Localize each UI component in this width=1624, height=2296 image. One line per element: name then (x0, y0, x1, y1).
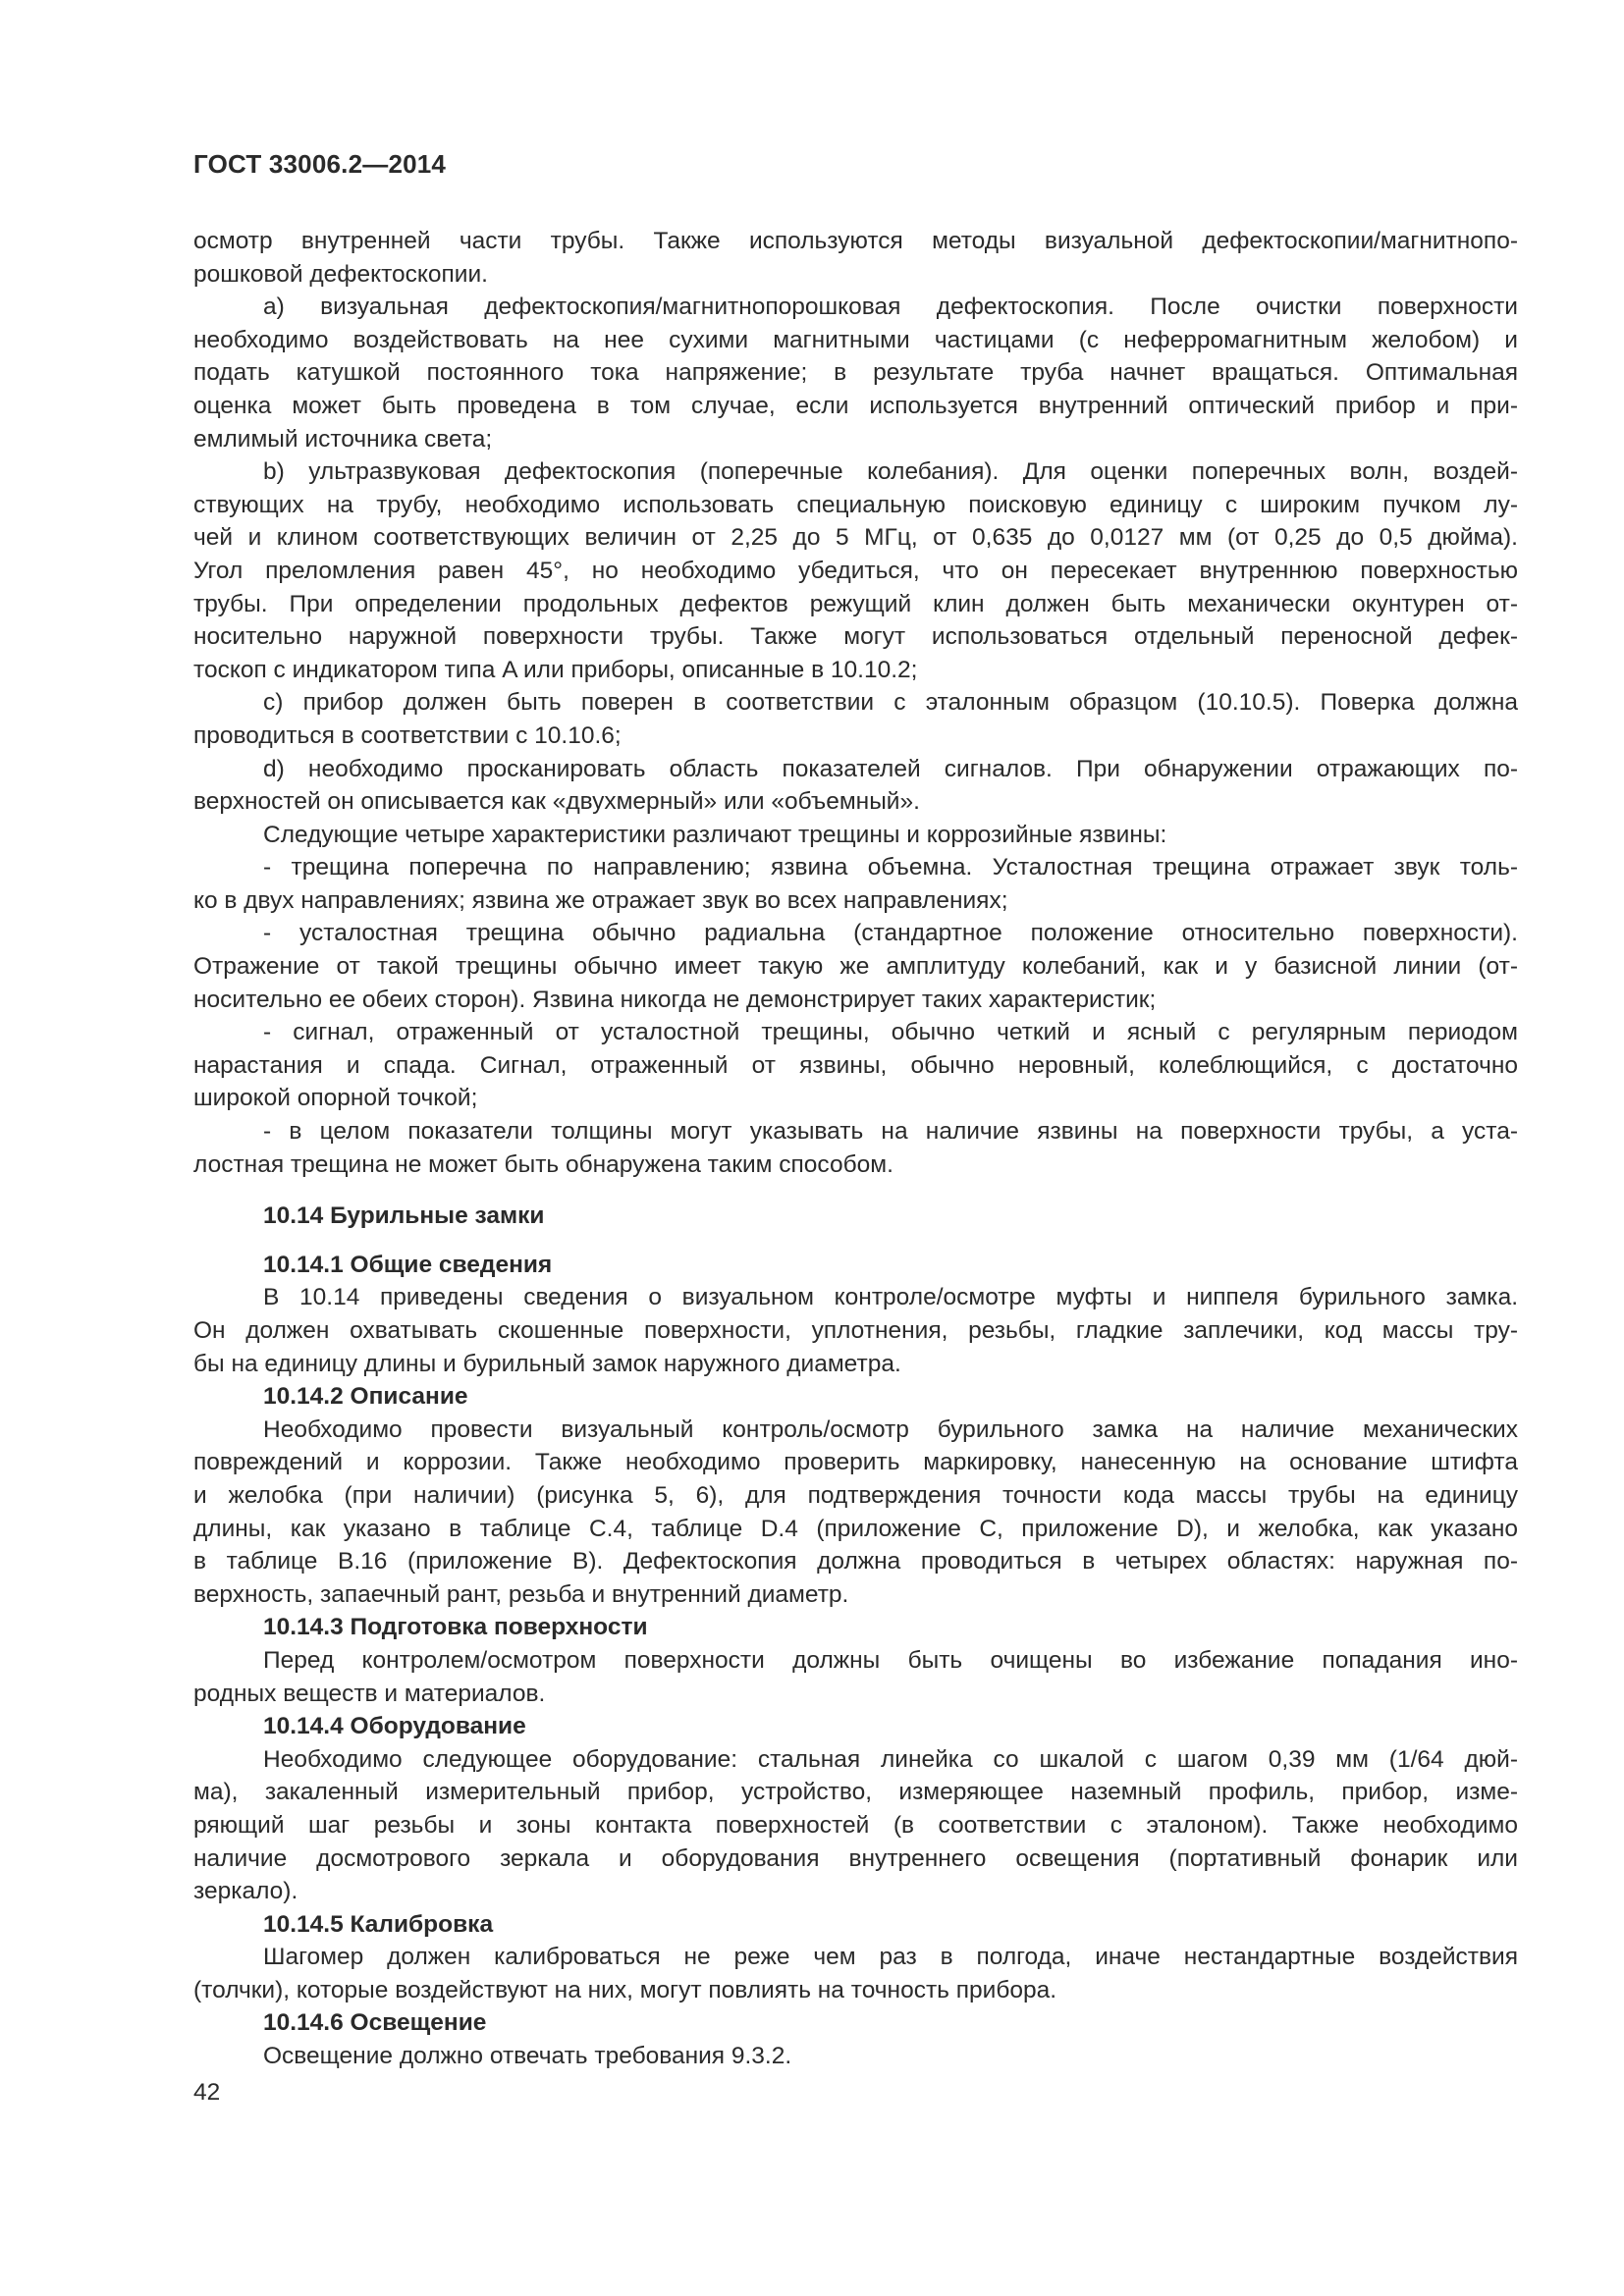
text-line: Необходимо провести визуальный контроль/осмотр бурильного замка на наличие механических (263, 1415, 1518, 1443)
text-line: чей и клином соответствующих величин от 2,25 до 5 МГц, от 0,635 до 0,0127 мм (от 0,25 до 0,5 дюйма). (193, 524, 1518, 552)
text-line: носительно ее обеих сторон). Язвина никогда не демонстрирует таких характеристик; (193, 986, 1157, 1013)
text-line: Перед контролем/осмотром поверхности должны быть очищены во избежание попадания ино- (263, 1646, 1518, 1674)
heading-text: 10.14.6 Освещение (263, 2009, 487, 2037)
text-line: трубы. При определении продольных дефектов режущий клин должен быть механически окунтурен от- (193, 590, 1518, 617)
text-line: в таблице B.16 (приложение B). Дефектоскопия должна проводиться в четырех областях: наружная по- (193, 1548, 1518, 1575)
text-line: ряющий шаг резьбы и зоны контакта поверхностей (в соответствии с эталоном). Также необходимо (193, 1811, 1518, 1839)
paragraph (193, 225, 1518, 291)
heading-text: 10.14.5 Калибровка (263, 1910, 494, 1938)
text-line: наличие досмотрового зеркала и оборудования внутреннего освещения (портативный фонарик или (193, 1844, 1518, 1872)
text-line: необходимо воздействовать на нее сухими магнитными частицами (с неферромагнитным желобом) и (193, 326, 1518, 353)
text-line: - усталостная трещина обычно радиальна (стандартное положение относительно поверхности). (263, 920, 1518, 947)
heading-text: 10.14.1 Общие сведения (263, 1251, 553, 1278)
text-line: носительно наружной поверхности трубы. Также могут использоваться отдельный переносной дефек- (193, 623, 1518, 651)
heading-text: 10.14.4 Оборудование (263, 1713, 526, 1740)
document-header: ГОСТ 33006.2—2014 (193, 149, 447, 179)
text-line: рошковой дефектоскопии. (193, 260, 488, 288)
text-line: b) ультразвуковая дефектоскопия (поперечные колебания). Для оценки поперечных волн, воздей- (263, 458, 1518, 486)
paragraph (193, 455, 1518, 686)
text-line: d) необходимо просканировать область показателей сигналов. При обнаружении отражающих по- (263, 755, 1518, 782)
section-heading (193, 1611, 1518, 1644)
paragraph (193, 819, 1518, 852)
text-line: Шагомер должен калиброваться не реже чем раз в полгода, иначе нестандартные воздействия (263, 1944, 1518, 1971)
heading-text: 10.14.2 Описание (263, 1383, 468, 1411)
paragraph (193, 753, 1518, 819)
text-line: емлимый источника света; (193, 425, 493, 453)
text-line: нарастания и спада. Сигнал, отраженный от язвины, обычно неровный, колеблющийся, с достаточно (193, 1051, 1518, 1079)
paragraph (193, 291, 1518, 455)
section-heading (193, 2006, 1518, 2040)
section-spacer (193, 1233, 1518, 1249)
section-heading (193, 1249, 1518, 1282)
section-heading (193, 1200, 1518, 1233)
text-line: тоскоп с индикатором типа A или приборы, описанные в 10.10.2; (193, 656, 918, 683)
text-line: Освещение должно отвечать требования 9.3.2. (263, 2043, 792, 2070)
text-line: c) прибор должен быть поверен в соответствии с эталонным образцом (10.10.5). Поверка должна (263, 689, 1518, 717)
text-line: Угол преломления равен 45°, но необходимо убедиться, что он пересекает внутреннюю поверхностью (193, 557, 1518, 584)
document-body (193, 225, 1518, 2073)
paragraph (193, 917, 1518, 1016)
text-line: оценка может быть проведена в том случае, если используется внутренний оптический прибор и при- (193, 392, 1518, 419)
text-line: бы на единицу длины и бурильный замок наружного диаметра. (193, 1350, 901, 1377)
paragraph (193, 1016, 1518, 1115)
text-line: верхность, запаечный рант, резьба и внутренний диаметр. (193, 1580, 849, 1608)
text-line: повреждений и коррозии. Также необходимо проверить маркировку, нанесенную на основание штифта (193, 1449, 1518, 1476)
text-line: родных веществ и материалов. (193, 1680, 546, 1707)
text-line: Отражение от такой трещины обычно имеет такую же амплитуду колебаний, как и у базисной линии (от- (193, 953, 1518, 981)
text-line: Он должен охватывать скошенные поверхности, уплотнения, резьбы, гладкие заплечики, код массы тру- (193, 1317, 1518, 1344)
section-heading (193, 1380, 1518, 1414)
text-line: проводиться в соответствии с 10.10.6; (193, 721, 622, 749)
section-spacer (193, 1181, 1518, 1200)
paragraph (193, 686, 1518, 752)
text-line: длины, как указано в таблице C.4, таблице D.4 (приложение C, приложение D), и желобка, как указано (193, 1515, 1518, 1542)
text-line: В 10.14 приведены сведения о визуальном контроле/осмотре муфты и ниппеля бурильного замка. (263, 1284, 1518, 1311)
text-line: ма), закаленный измерительный прибор, устройство, измеряющее наземный профиль, прибор, изме- (193, 1779, 1518, 1806)
paragraph (193, 1281, 1518, 1380)
text-line: Необходимо следующее оборудование: стальная линейка со шкалой с шагом 0,39 мм (1/64 дюй- (263, 1745, 1518, 1773)
page-number: 42 (193, 2079, 221, 2106)
paragraph (193, 1644, 1518, 1710)
text-line: ствующих на трубу, необходимо использовать специальную поисковую единицу с широким пучком лу- (193, 491, 1518, 518)
text-line: осмотр внутренней части трубы. Также используются методы визуальной дефектоскопии/магнитнопо- (193, 228, 1518, 254)
heading-text: 10.14.3 Подготовка поверхности (263, 1614, 648, 1641)
paragraph (193, 1115, 1518, 1181)
paragraph (193, 2040, 1518, 2073)
text-line: широкой опорной точкой; (193, 1085, 478, 1112)
text-line: Следующие четыре характеристики различают трещины и коррозийные язвины: (263, 821, 1167, 848)
paragraph (193, 1941, 1518, 2006)
text-line: ко в двух направлениях; язвина же отражает звук во всех направлениях; (193, 886, 1008, 914)
text-line: - трещина поперечна по направлению; язвина объемна. Усталостная трещина отражает звук толь- (263, 854, 1518, 881)
text-line: (толчки), которые воздействуют на них, могут повлиять на точность прибора. (193, 1976, 1057, 2003)
paragraph (193, 851, 1518, 917)
text-line: подать катушкой постоянного тока напряжение; в результате труба начнет вращаться. Оптимальная (193, 359, 1518, 387)
paragraph (193, 1743, 1518, 1908)
text-line: a) визуальная дефектоскопия/магнитнопорошковая дефектоскопия. После очистки поверхности (263, 294, 1518, 321)
section-heading (193, 1908, 1518, 1942)
section-heading (193, 1710, 1518, 1743)
heading-text: 10.14 Бурильные замки (263, 1202, 545, 1230)
text-line: зеркало). (193, 1878, 298, 1905)
text-line: верхностей он описывается как «двухмерный» или «объемный». (193, 788, 920, 816)
text-line: - сигнал, отраженный от усталостной трещины, обычно четкий и ясный с регулярным периодом (263, 1019, 1518, 1046)
paragraph (193, 1414, 1518, 1612)
text-line: и желобка (при наличии) (рисунка 5, 6), для подтверждения точности кода массы трубы на единицу (193, 1481, 1518, 1509)
text-line: лостная трещина не может быть обнаружена таким способом. (193, 1150, 893, 1178)
text-line: - в целом показатели толщины могут указывать на наличие язвины на поверхности трубы, а уста- (263, 1118, 1518, 1146)
